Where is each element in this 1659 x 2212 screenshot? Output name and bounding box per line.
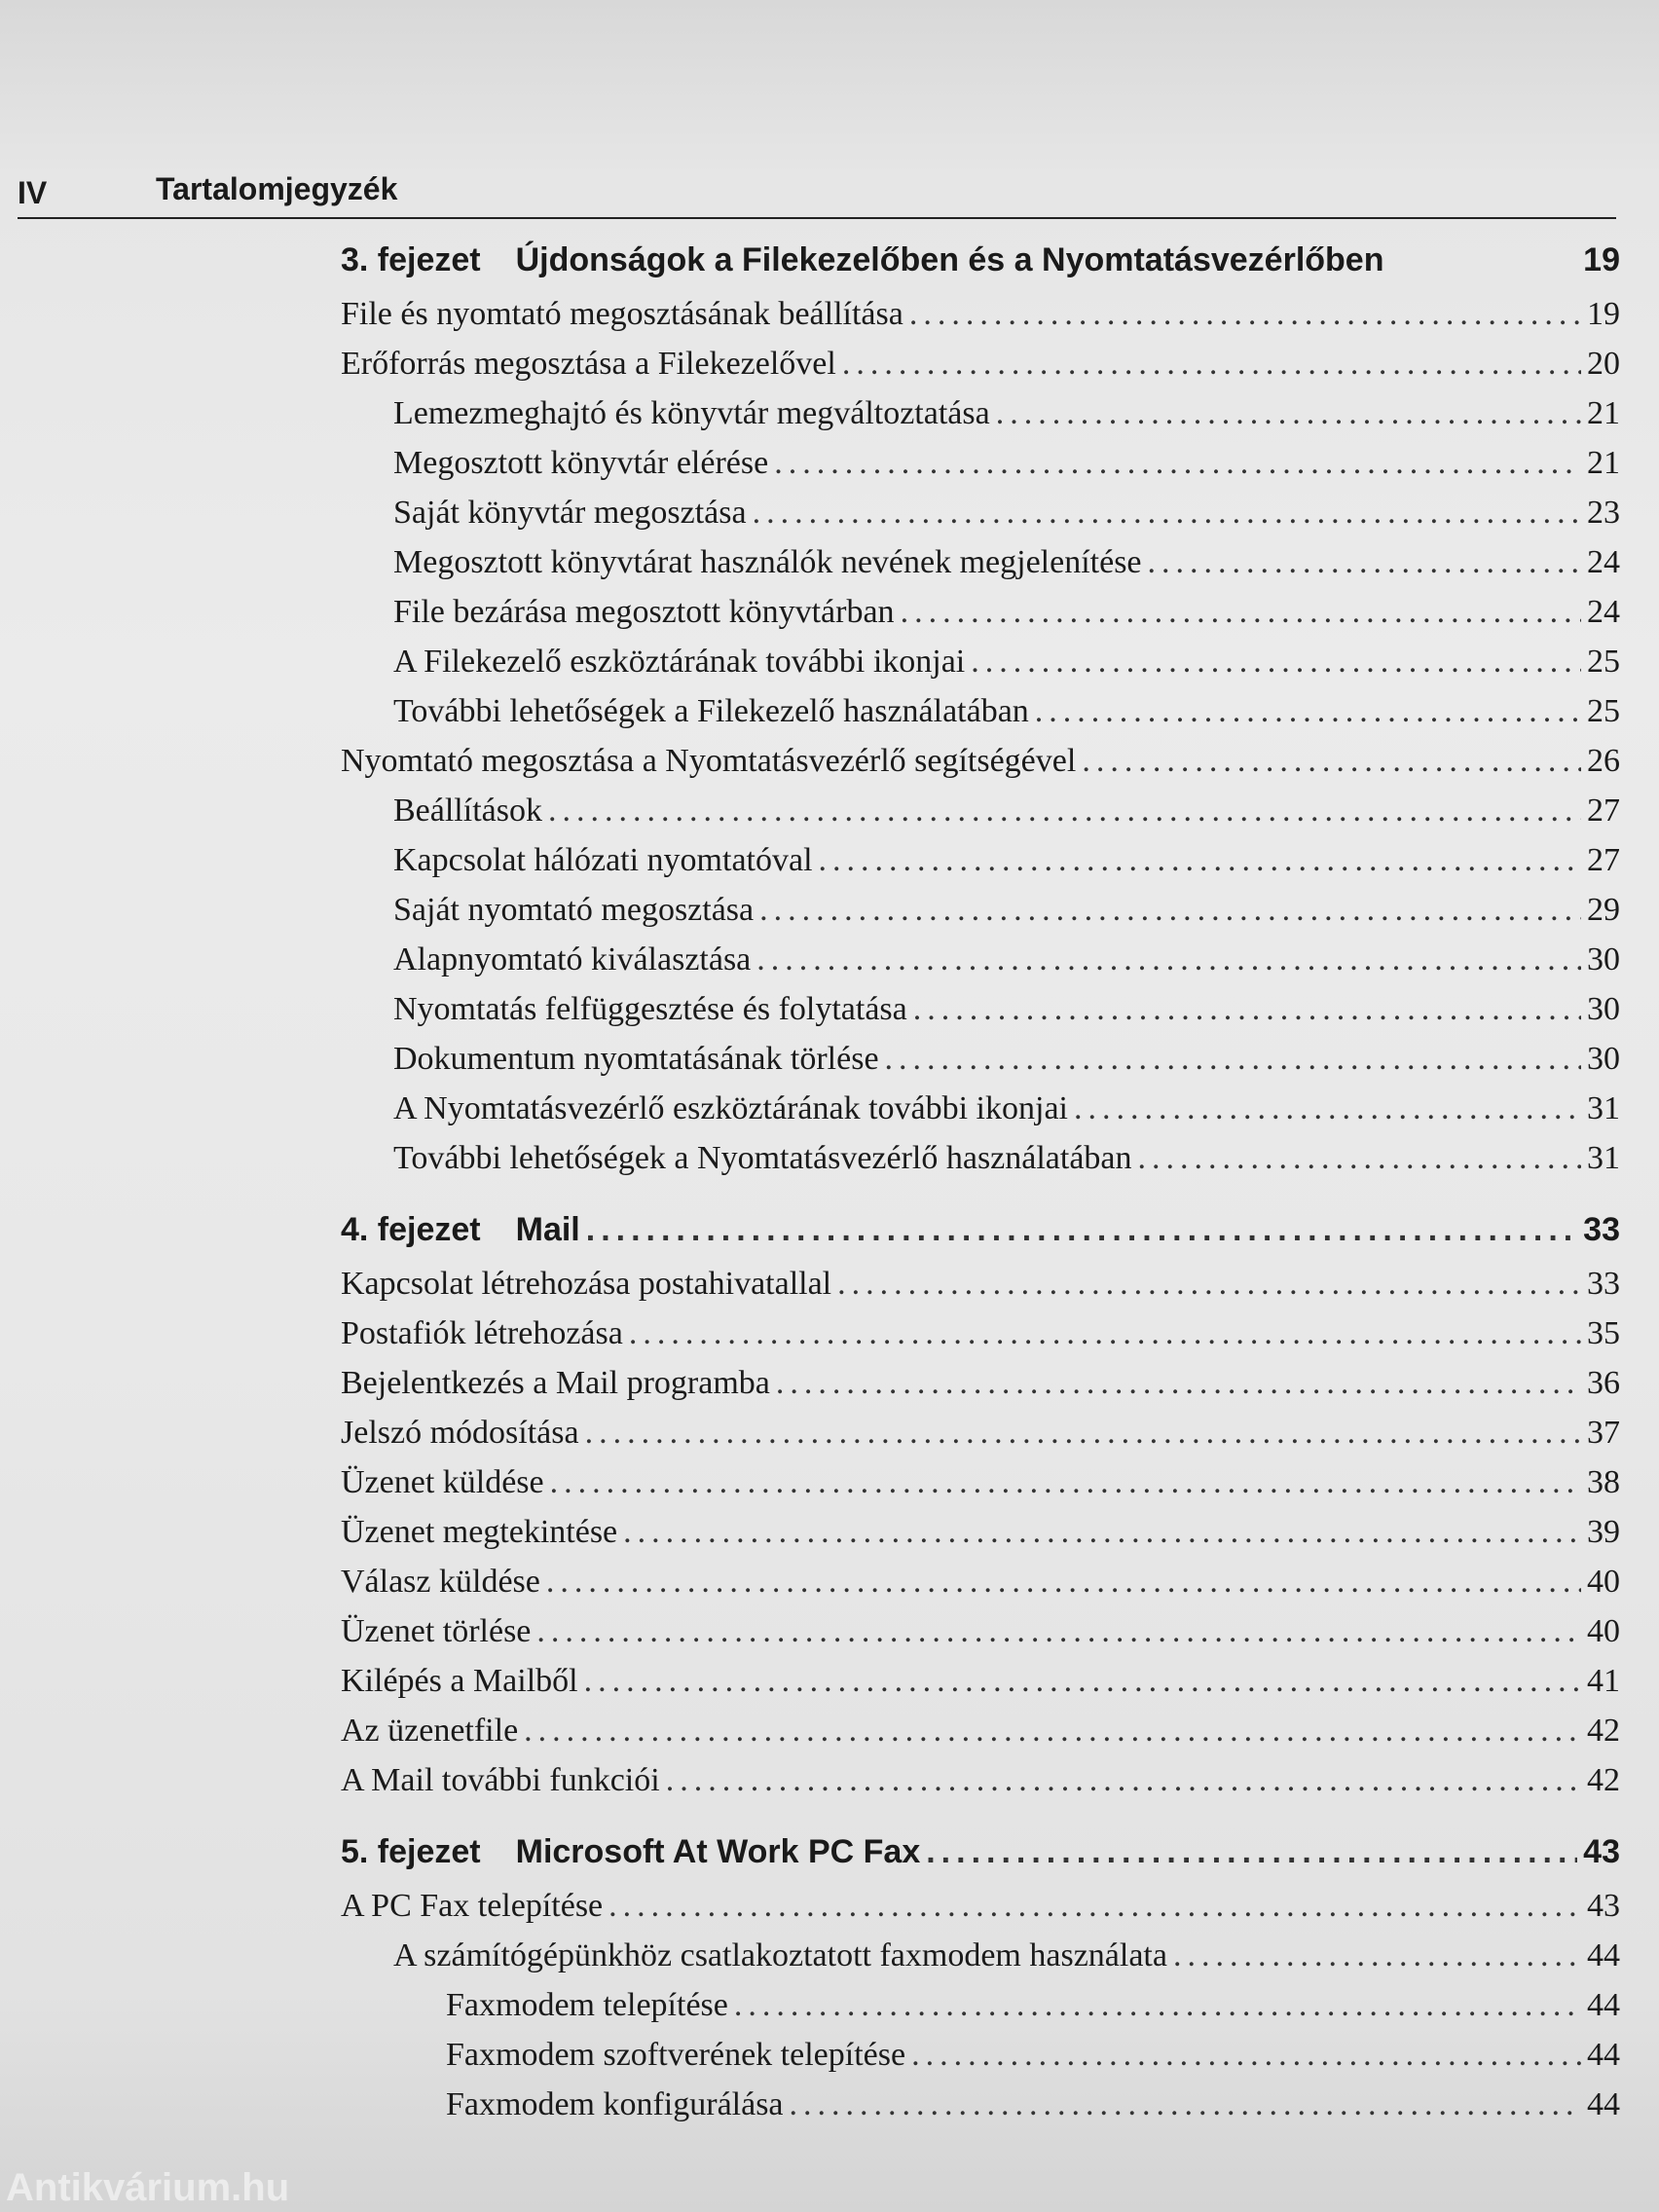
toc-entry <box>341 793 1620 842</box>
toc-page-number: 40 <box>1587 1613 1620 1649</box>
toc-page-number: 19 <box>1587 296 1620 332</box>
toc-page-number: 43 <box>1587 1888 1620 1924</box>
toc-entry <box>341 1713 1620 1762</box>
dot-leader <box>623 1514 1581 1551</box>
dot-leader <box>629 1315 1581 1352</box>
toc-page-number: 42 <box>1587 1713 1620 1749</box>
dot-leader <box>1082 743 1581 780</box>
toc-entry-title: Nyomtató megosztása a Nyomtatásvezérlő segítségével <box>341 743 1077 779</box>
toc-page-number: 27 <box>1587 842 1620 878</box>
toc-entry <box>341 1613 1620 1663</box>
toc-entry-title: Faxmodem konfigurálása <box>446 2086 784 2122</box>
dot-leader <box>819 842 1581 879</box>
toc-entry-title: Kapcsolat létrehozása postahivatallal <box>341 1266 832 1302</box>
toc-page-number: 21 <box>1587 395 1620 431</box>
dot-leader <box>548 793 1581 830</box>
toc-entry <box>341 1987 1620 2037</box>
chapter-title: Microsoft At Work PC Fax <box>515 1833 921 1870</box>
toc-entry-title: Lemezmeghajtó és könyvtár megváltoztatása <box>393 395 990 431</box>
dot-leader <box>996 395 1581 432</box>
watermark: Antikvárium.hu <box>6 2166 290 2209</box>
toc-entry <box>341 445 1620 495</box>
toc-entry-title: Faxmodem telepítése <box>446 1987 728 2023</box>
toc-entry <box>341 644 1620 693</box>
toc-entry <box>341 1762 1620 1812</box>
dot-leader <box>901 594 1581 631</box>
toc-page-number: 40 <box>1587 1564 1620 1600</box>
toc-entry-title: Üzenet küldése <box>341 1464 544 1500</box>
toc-entry-title: Kilépés a Mailből <box>341 1663 578 1699</box>
toc-entry <box>341 1140 1620 1190</box>
toc-page-number: 37 <box>1587 1415 1620 1451</box>
toc-entry <box>341 991 1620 1041</box>
toc-entry <box>341 892 1620 941</box>
toc-page-number: 41 <box>1587 1663 1620 1699</box>
toc-page-number: 36 <box>1587 1365 1620 1401</box>
toc-entry <box>341 743 1620 793</box>
toc-page-number: 33 <box>1583 1211 1620 1248</box>
dot-leader <box>666 1762 1581 1799</box>
chapter-title: Mail <box>515 1211 580 1248</box>
toc-chapter-heading <box>341 1211 1620 1266</box>
toc-entry-title: A PC Fax telepítése <box>341 1888 604 1924</box>
toc-entry <box>341 495 1620 544</box>
dot-leader <box>776 1365 1581 1402</box>
toc-entry <box>341 296 1620 346</box>
page-title: Tartalomjegyzék <box>156 171 398 206</box>
toc-page-number: 31 <box>1587 1090 1620 1126</box>
dot-leader <box>756 941 1581 978</box>
toc-page-number: 38 <box>1587 1464 1620 1500</box>
toc-chapter-heading <box>341 1833 1620 1888</box>
toc-entry-title: A számítógépünkhöz csatlakoztatott faxmodem használata <box>393 1937 1167 1973</box>
toc-page-number: 25 <box>1587 644 1620 680</box>
toc-entry <box>341 1041 1620 1090</box>
toc-entry-title: Faxmodem szoftverének telepítése <box>446 2037 906 2073</box>
toc-page-number: 24 <box>1587 594 1620 630</box>
toc-page-number: 23 <box>1587 495 1620 531</box>
dot-leader <box>608 1888 1581 1925</box>
toc-page-number: 31 <box>1587 1140 1620 1176</box>
toc-page-number: 30 <box>1587 1041 1620 1077</box>
dot-leader <box>842 346 1581 383</box>
toc-entry-title: Dokumentum nyomtatásának törlése <box>393 1041 879 1077</box>
toc-entry-title: Nyomtatás felfüggesztése és folytatása <box>393 991 907 1027</box>
toc-entry <box>341 594 1620 644</box>
toc-entry <box>341 1315 1620 1365</box>
dot-leader <box>909 296 1581 333</box>
toc-page-number: 44 <box>1587 1987 1620 2023</box>
toc-page-number: 26 <box>1587 743 1620 779</box>
dot-leader <box>550 1464 1581 1501</box>
toc-entry <box>341 2086 1620 2136</box>
dot-leader <box>734 1987 1581 2024</box>
dot-leader <box>926 1833 1577 1871</box>
dot-leader <box>536 1613 1581 1650</box>
dot-leader <box>585 1415 1581 1452</box>
dot-leader <box>1138 1140 1581 1177</box>
dot-leader <box>1173 1937 1581 1974</box>
chapter-number: 5. fejezet <box>341 1833 481 1870</box>
toc-entry <box>341 1564 1620 1613</box>
toc-entry-title: Megosztott könyvtár elérése <box>393 445 769 481</box>
toc-page-number: 21 <box>1587 445 1620 481</box>
toc-entry-title: Megosztott könyvtárat használók nevének megjelenítése <box>393 544 1142 580</box>
toc-entry-title: További lehetőségek a Nyomtatásvezérlő használatában <box>393 1140 1132 1176</box>
dot-leader <box>790 2086 1581 2123</box>
toc-entry <box>341 1266 1620 1315</box>
toc-entry-title: Üzenet megtekintése <box>341 1514 618 1550</box>
dot-leader <box>546 1564 1581 1601</box>
toc-entry <box>341 2037 1620 2086</box>
toc-entry-title: Beállítások <box>393 793 542 829</box>
toc-entry <box>341 346 1620 395</box>
dot-leader <box>837 1266 1581 1303</box>
chapter-number: 4. fejezet <box>341 1211 481 1248</box>
dot-leader <box>586 1211 1577 1249</box>
toc-entry <box>341 941 1620 991</box>
toc-page-number: 20 <box>1587 346 1620 382</box>
toc-entry <box>341 1415 1620 1464</box>
toc-page-number: 35 <box>1587 1315 1620 1351</box>
toc-page-number: 19 <box>1583 241 1620 278</box>
toc-page-number: 44 <box>1587 2086 1620 2122</box>
dot-leader <box>524 1713 1581 1750</box>
toc-entry-title: File és nyomtató megosztásának beállítása <box>341 296 903 332</box>
toc-page-number: 30 <box>1587 991 1620 1027</box>
toc-entry-title: Jelszó módosítása <box>341 1415 579 1451</box>
dot-leader <box>1074 1090 1581 1127</box>
dot-leader <box>971 644 1581 681</box>
toc-page-number: 39 <box>1587 1514 1620 1550</box>
toc-entry-title: Üzenet törlése <box>341 1613 532 1649</box>
toc-entry-title: Erőforrás megosztása a Filekezelővel <box>341 346 836 382</box>
toc-entry <box>341 1365 1620 1415</box>
dot-leader <box>759 892 1581 929</box>
toc-page-number: 25 <box>1587 693 1620 729</box>
toc-entry-title: Saját könyvtár megosztása <box>393 495 747 531</box>
dot-leader <box>1035 693 1581 730</box>
toc-entry <box>341 693 1620 743</box>
toc-entry-title: A Nyomtatásvezérlő eszköztárának további ikonjai <box>393 1090 1068 1126</box>
toc-entry <box>341 1090 1620 1140</box>
chapter-title: Újdonságok a Filekezelőben és a Nyomtatásvezérlőben <box>515 241 1384 278</box>
toc-entry <box>341 544 1620 594</box>
dot-leader <box>885 1041 1581 1078</box>
dot-leader <box>774 445 1581 482</box>
chapter-number: 3. fejezet <box>341 241 481 278</box>
toc-entry-title: Az üzenetfile <box>341 1713 519 1749</box>
dot-leader <box>913 991 1581 1028</box>
toc-page-number: 42 <box>1587 1762 1620 1798</box>
toc-entry <box>341 1937 1620 1987</box>
toc-page-number: 43 <box>1583 1833 1620 1870</box>
dot-leader <box>911 2037 1581 2074</box>
dot-leader <box>1148 544 1581 581</box>
toc-entry-title: Válasz küldése <box>341 1564 540 1600</box>
page-number: IV <box>18 175 48 210</box>
toc-page-number: 30 <box>1587 941 1620 977</box>
toc-entry <box>341 1888 1620 1937</box>
toc-entry-title: Bejelentkezés a Mail programba <box>341 1365 770 1401</box>
toc-entry-title: A Mail további funkciói <box>341 1762 660 1798</box>
toc-page-number: 44 <box>1587 2037 1620 2073</box>
toc-entry <box>341 842 1620 892</box>
toc-entry-title: Saját nyomtató megosztása <box>393 892 755 928</box>
toc-page-number: 29 <box>1587 892 1620 928</box>
toc-entry <box>341 395 1620 445</box>
page-header <box>18 161 1616 219</box>
dot-leader <box>753 495 1581 532</box>
toc-entry <box>341 1663 1620 1713</box>
toc-entry <box>341 1514 1620 1564</box>
toc-entry-title: Kapcsolat hálózati nyomtatóval <box>393 842 813 878</box>
table-of-contents <box>341 241 1620 2136</box>
toc-entry-title: A Filekezelő eszköztárának további ikonjai <box>393 644 966 680</box>
toc-page-number: 44 <box>1587 1937 1620 1973</box>
dot-leader <box>584 1663 1581 1700</box>
toc-page-number: 24 <box>1587 544 1620 580</box>
toc-chapter-heading <box>341 241 1620 296</box>
toc-entry-title: Postafiók létrehozása <box>341 1315 623 1351</box>
toc-entry-title: További lehetőségek a Filekezelő használatában <box>393 693 1029 729</box>
toc-entry-title: Alapnyomtató kiválasztása <box>393 941 752 977</box>
toc-entry-title: File bezárása megosztott könyvtárban <box>393 594 895 630</box>
toc-entry <box>341 1464 1620 1514</box>
toc-page-number: 27 <box>1587 793 1620 829</box>
toc-page-number: 33 <box>1587 1266 1620 1302</box>
